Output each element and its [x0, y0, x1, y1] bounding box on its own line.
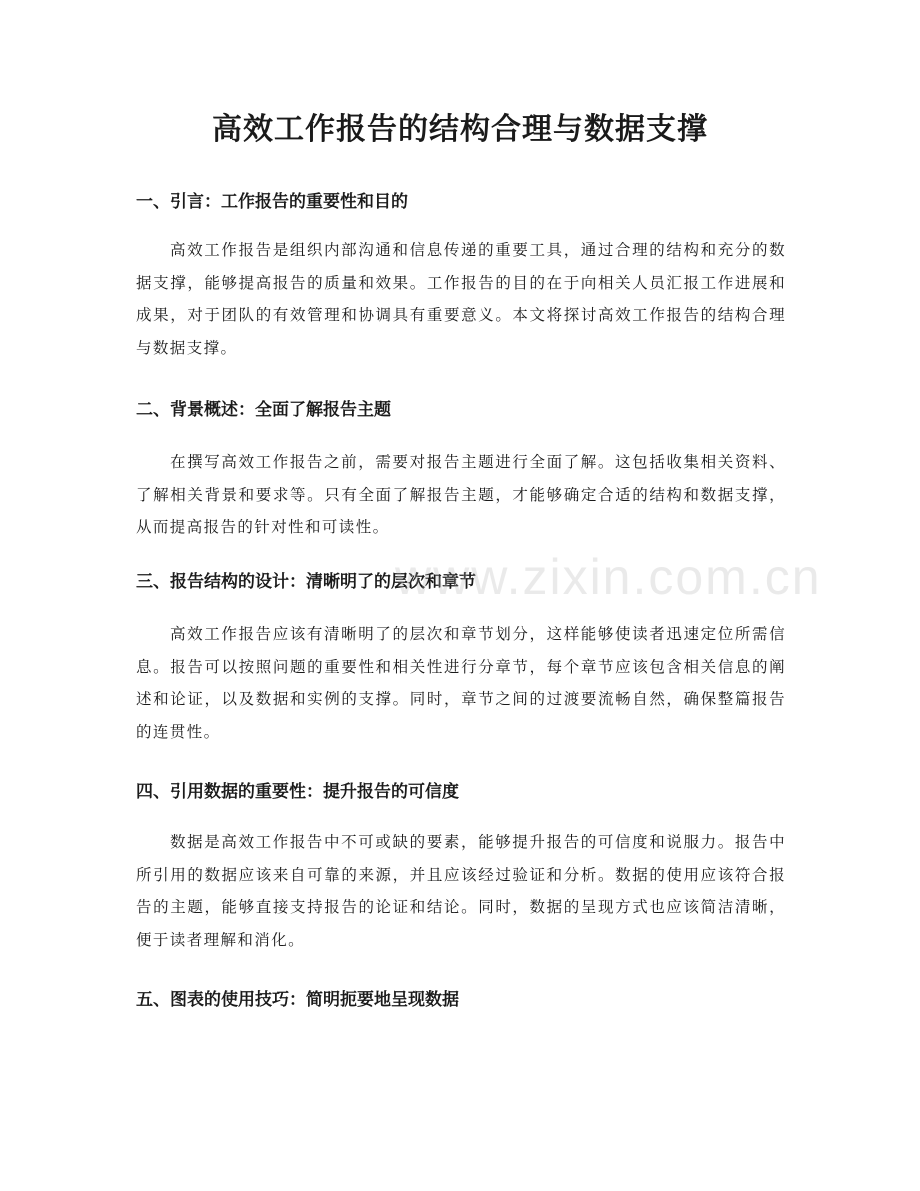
document-title: 高效工作报告的结构合理与数据支撑 [212, 112, 708, 147]
section-paragraph-4: 数据是高效工作报告中不可或缺的要素，能够提升报告的可信度和说服力。报告中所引用的数据应该来自可靠的来源，并且应该经过验证和分析。数据的使用应该符合报告的主题，能够直接支持报告的论证和结论。同时，数据的呈现方式也应该简洁清晰，便于读者理解和消化。 [136, 833, 786, 949]
section-heading-3: 三、报告结构的设计：清晰明了的层次和章节 [136, 572, 476, 592]
watermark: www.zixin.com.cn [395, 549, 822, 605]
section-heading-4: 四、引用数据的重要性：提升报告的可信度 [136, 782, 459, 802]
section-heading-1: 一、引言：工作报告的重要性和目的 [136, 192, 408, 212]
section-heading-2: 二、背景概述：全面了解报告主题 [136, 400, 391, 420]
section-paragraph-3: 高效工作报告应该有清晰明了的层次和章节划分，这样能够使读者迅速定位所需信息。报告可以按照问题的重要性和相关性进行分章节，每个章节应该包含相关信息的阐述和论证，以及数据和实例的支撑。同时，章节之间的过渡要流畅自然，确保整篇报告的连贯性。 [136, 625, 786, 741]
section-paragraph-1: 高效工作报告是组织内部沟通和信息传递的重要工具，通过合理的结构和充分的数据支撑，能够提高报告的质量和效果。工作报告的目的在于向相关人员汇报工作进展和成果，对于团队的有效管理和协调具有重要意义。本文将探讨高效工作报告的结构合理与数据支撑。 [136, 241, 786, 357]
section-heading-5: 五、图表的使用技巧：简明扼要地呈现数据 [136, 990, 459, 1010]
section-paragraph-2: 在撰写高效工作报告之前，需要对报告主题进行全面了解。这包括收集相关资料、了解相关背景和要求等。只有全面了解报告主题，才能够确定合适的结构和数据支撑，从而提高报告的针对性和可读性。 [136, 453, 786, 536]
